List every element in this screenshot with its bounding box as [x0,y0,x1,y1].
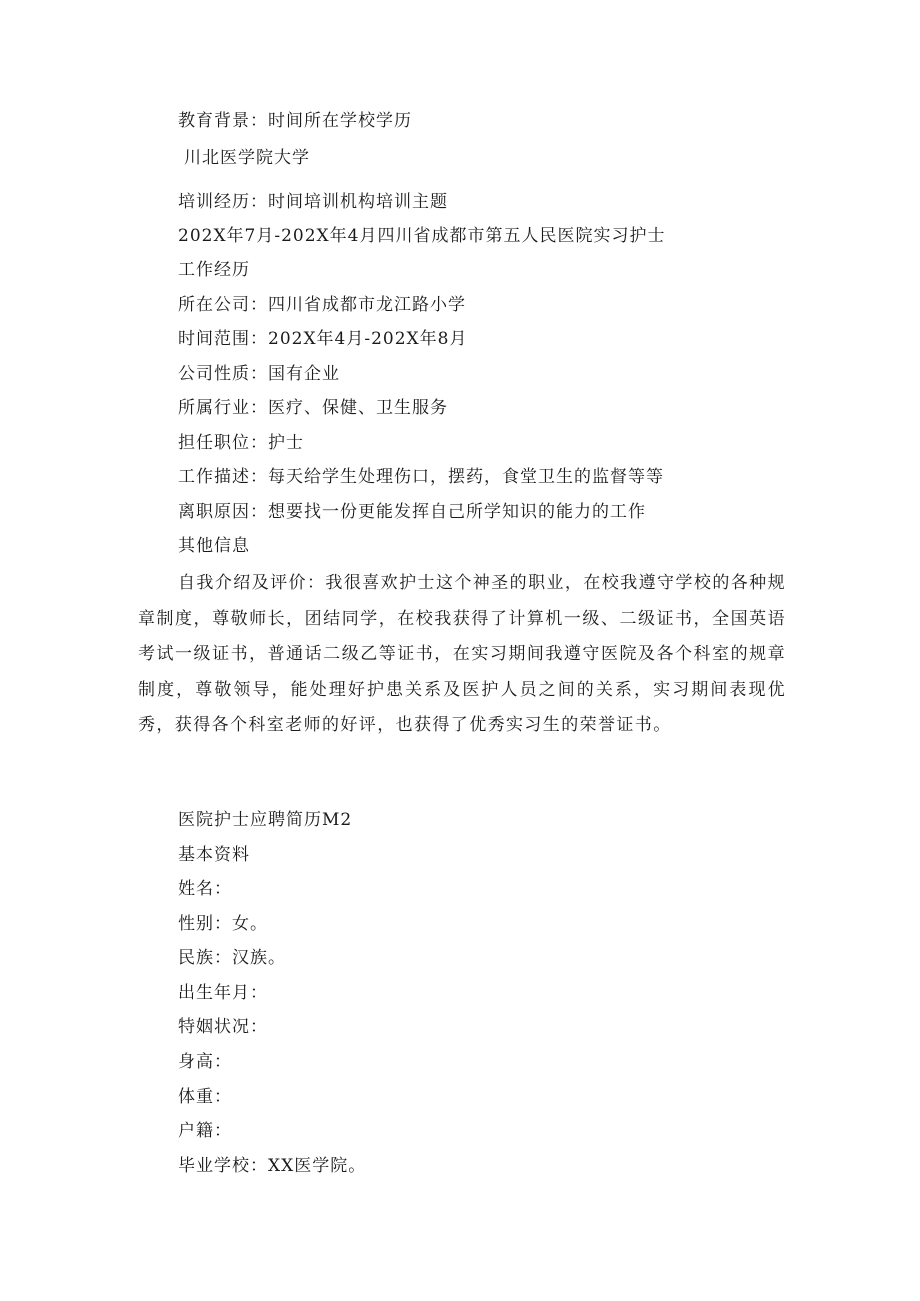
ethnicity-field: 民族：汉族。 [178,948,286,968]
education-school: 川北医学院大学 [184,148,310,168]
self-intro-paragraph: 自我介绍及评价：我很喜欢护士这个神圣的职业，在校我遵守学校的各种规章制度，尊敬师长，团结同学，在校我获得了计算机一级、二级证书，全国英语考试一级证书，普通话二级乙等证书，在实习期间我遵守医院及各个科室的规章制度，尊敬领导，能处理好护患关系及医护人员之间的关系，实习期间表现优秀，获得各个科室老师的好评，也获得了优秀实习生的荣誉证书。 [138,573,786,736]
graduated-field: 毕业学校：XX医学院。 [178,1156,367,1176]
industry: 所属行业：医疗、保健、卫生服务 [178,398,448,418]
hukou-field: 户籍： [178,1121,232,1141]
gender-field: 性别：女。 [178,914,268,934]
resume-title: 医院护士应聘简历M2 [178,810,353,830]
company-nature: 公司性质：国有企业 [178,364,340,384]
other-header: 其他信息 [178,536,250,556]
position: 担任职位：护士 [178,433,304,453]
basic-header: 基本资料 [178,845,250,865]
birth-field: 出生年月： [178,983,268,1003]
training-header: 培训经历：时间培训机构培训主题 [178,192,448,212]
marital-field: 特姻状况： [178,1017,268,1037]
company: 所在公司：四川省成都市龙江路小学 [178,295,466,315]
weight-field: 体重： [178,1087,232,1107]
training-entry: 202X年7月-202X年4月四川省成都市第五人民医院实习护士 [178,226,666,246]
leave-reason: 离职原因：想要找一份更能发挥自己所学知识的能力的工作 [178,502,646,522]
name-field: 姓名： [178,879,232,899]
time-range: 时间范围：202X年4月-202X年8月 [178,329,468,349]
job-description: 工作描述：每天给学生处理伤口，摆药，食堂卫生的监督等等 [178,467,664,487]
education-header: 教育背景：时间所在学校学历 [178,111,412,131]
work-header: 工作经历 [178,260,250,280]
height-field: 身高： [178,1052,232,1072]
